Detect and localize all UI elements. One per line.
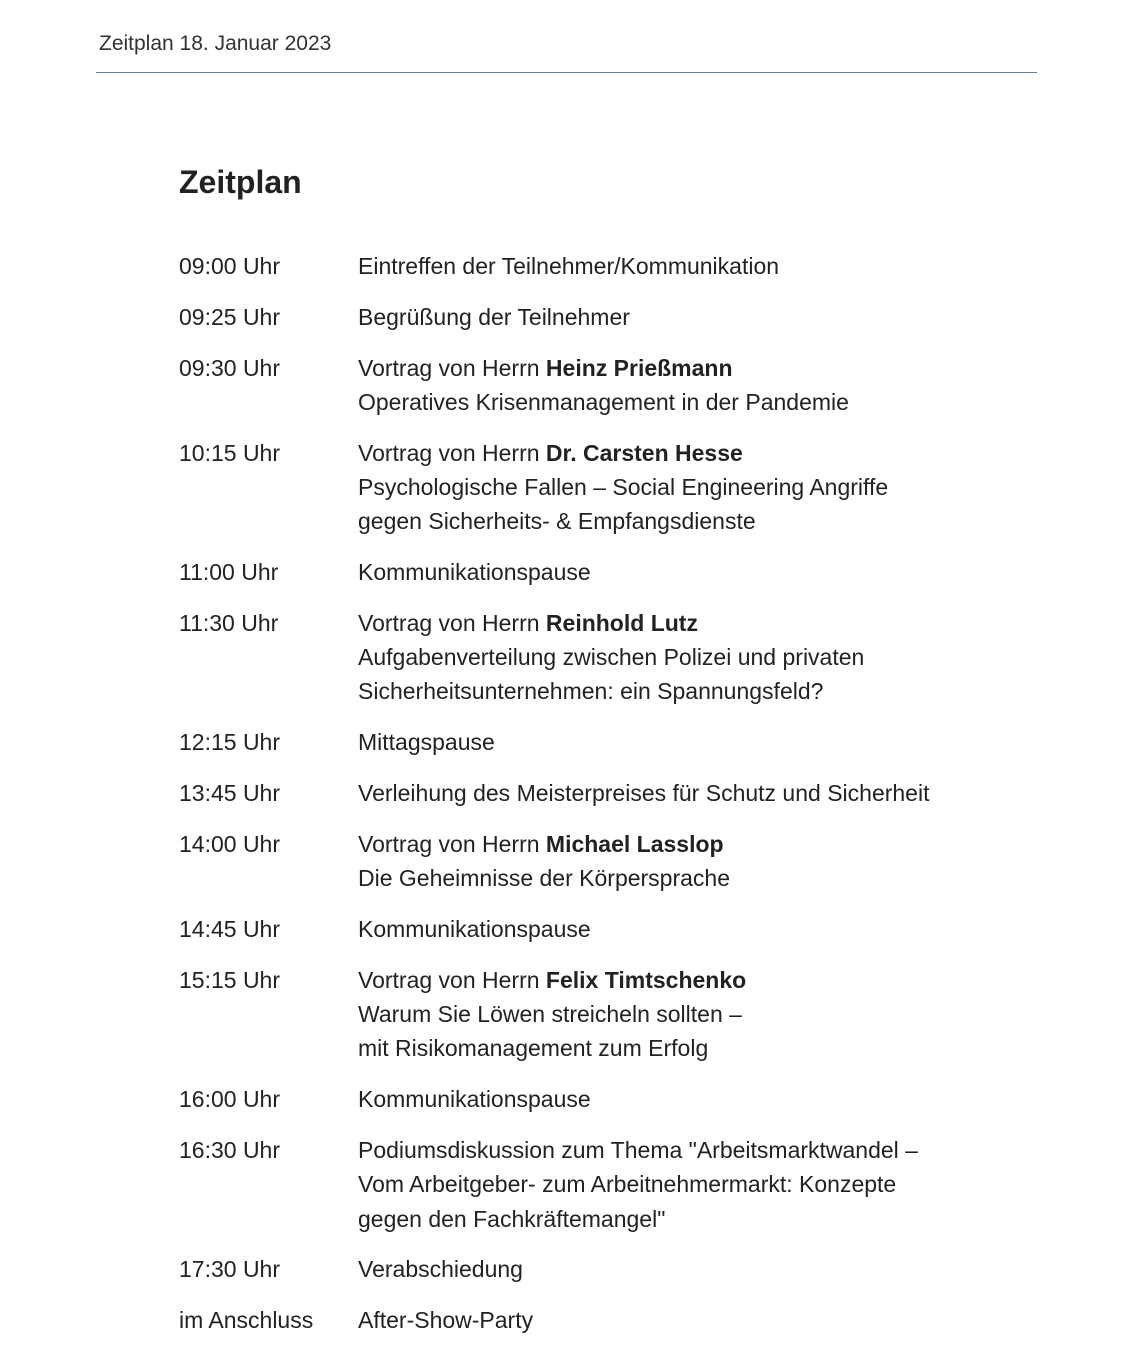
schedule-lead-text: Verabschiedung [358,1256,523,1283]
schedule-description [358,249,979,283]
schedule-row [179,725,979,759]
schedule-time: 14:00 Uhr [179,830,281,857]
schedule-lead-text: Podiumsdiskussion zum Thema "Arbeitsmarktwandel – [358,1136,918,1163]
header-title: Zeitplan 18. Januar 2023 [99,32,332,55]
schedule-row [179,606,979,709]
schedule-description [358,1252,979,1286]
schedule-time: 17:30 Uhr [179,1256,281,1283]
schedule-row [179,1133,979,1236]
schedule-description [358,912,979,946]
schedule-row [179,776,979,810]
speaker-name: Felix Timtschenko [545,966,747,993]
schedule-lead-text: Vortrag von Herrn [358,966,546,993]
schedule-description [358,827,979,896]
schedule-headline [358,776,979,810]
schedule-row [179,1082,979,1116]
schedule-headline [358,249,979,283]
schedule-row [179,963,979,1066]
schedule-lead-text: Kommunikationspause [358,915,591,942]
schedule-headline [358,1133,979,1167]
schedule-headline [358,1082,979,1116]
schedule-headline [358,1252,979,1286]
schedule-detail-line: Die Geheimnisse der Körpersprache [358,865,731,892]
schedule-detail-line: Vom Arbeitgeber- zum Arbeitnehmermarkt: Konzepte [358,1171,897,1198]
schedule-time: 12:15 Uhr [179,729,281,756]
schedule-lead-text: Verleihung des Meisterpreises für Schutz und Sicherheit [358,780,930,807]
schedule-lead-text: Vortrag von Herrn [358,354,546,381]
speaker-name: Heinz Prießmann [545,354,733,381]
schedule-time: 14:45 Uhr [179,915,281,942]
schedule-headline [358,300,979,334]
schedule-headline [358,436,979,470]
page-header [96,0,1037,73]
schedule-time: 16:30 Uhr [179,1136,281,1163]
schedule-lead-text: Eintreffen der Teilnehmer/Kommunikation [358,253,780,279]
schedule-headline [358,1303,979,1337]
schedule-content [179,160,979,1354]
schedule-row [179,827,979,896]
schedule-lead-text: Mittagspause [358,729,495,756]
schedule-detail-line: Aufgabenverteilung zwischen Polizei und privaten [358,644,865,671]
schedule-description [358,300,979,334]
schedule-description [358,1133,979,1236]
schedule-time: 10:15 Uhr [179,439,281,466]
schedule-detail-line: mit Risikomanagement zum Erfolg [358,1035,709,1062]
schedule-headline [358,606,979,640]
schedule-description [358,776,979,810]
schedule-lead-text: Vortrag von Herrn [358,830,546,857]
schedule-row [179,300,979,334]
schedule-headline [358,725,979,759]
schedule-description [358,351,979,420]
schedule-time: 09:00 Uhr [179,253,281,279]
schedule-time: 16:00 Uhr [179,1086,281,1113]
schedule-time: 11:00 Uhr [179,559,279,586]
schedule-lead-text: Kommunikationspause [358,559,591,586]
schedule-headline [358,555,979,589]
schedule-detail-line: Warum Sie Löwen streicheln sollten – [358,1001,742,1028]
schedule-lead-text: After-Show-Party [358,1307,534,1334]
schedule-detail-line: Sicherheitsunternehmen: ein Spannungsfeld? [358,678,824,705]
schedule-time: 09:30 Uhr [179,354,281,381]
schedule-lead-text: Vortrag von Herrn [358,439,546,466]
schedule-lead-text: Kommunikationspause [358,1086,591,1113]
schedule-detail-line: Operatives Krisenmanagement in der Pandemie [358,388,849,415]
schedule-description [358,606,979,709]
schedule-lead-text: Vortrag von Herrn [358,609,546,636]
schedule-list [179,249,979,1337]
schedule-description [358,436,979,539]
speaker-name: Reinhold Lutz [545,609,698,636]
schedule-time: im Anschluss [179,1307,314,1334]
schedule-headline [358,827,979,861]
schedule-time: 13:45 Uhr [179,780,281,807]
schedule-lead-text: Begrüßung der Teilnehmer [358,303,630,330]
schedule-detail-line: Psychologische Fallen – Social Engineering Angriffe [358,473,889,500]
schedule-detail-line: gegen Sicherheits- & Empfangsdienste [358,508,756,535]
schedule-headline [358,912,979,946]
section-title: Zeitplan [179,164,302,200]
schedule-row [179,912,979,946]
schedule-description [358,1082,979,1116]
schedule-detail-line: gegen den Fachkräftemangel" [358,1205,666,1232]
schedule-row [179,555,979,589]
schedule-headline [358,963,979,997]
schedule-description [358,555,979,589]
schedule-time: 11:30 Uhr [179,609,279,636]
schedule-description [358,963,979,1066]
schedule-description [358,725,979,759]
speaker-name: Dr. Carsten Hesse [545,439,743,466]
schedule-time: 15:15 Uhr [179,966,281,993]
schedule-row [179,351,979,420]
schedule-row [179,1303,979,1337]
schedule-time: 09:25 Uhr [179,303,281,330]
speaker-name: Michael Lasslop [545,830,724,857]
schedule-row [179,1252,979,1286]
schedule-description [358,1303,979,1337]
schedule-row [179,436,979,539]
schedule-row [179,249,979,283]
schedule-headline [358,351,979,385]
